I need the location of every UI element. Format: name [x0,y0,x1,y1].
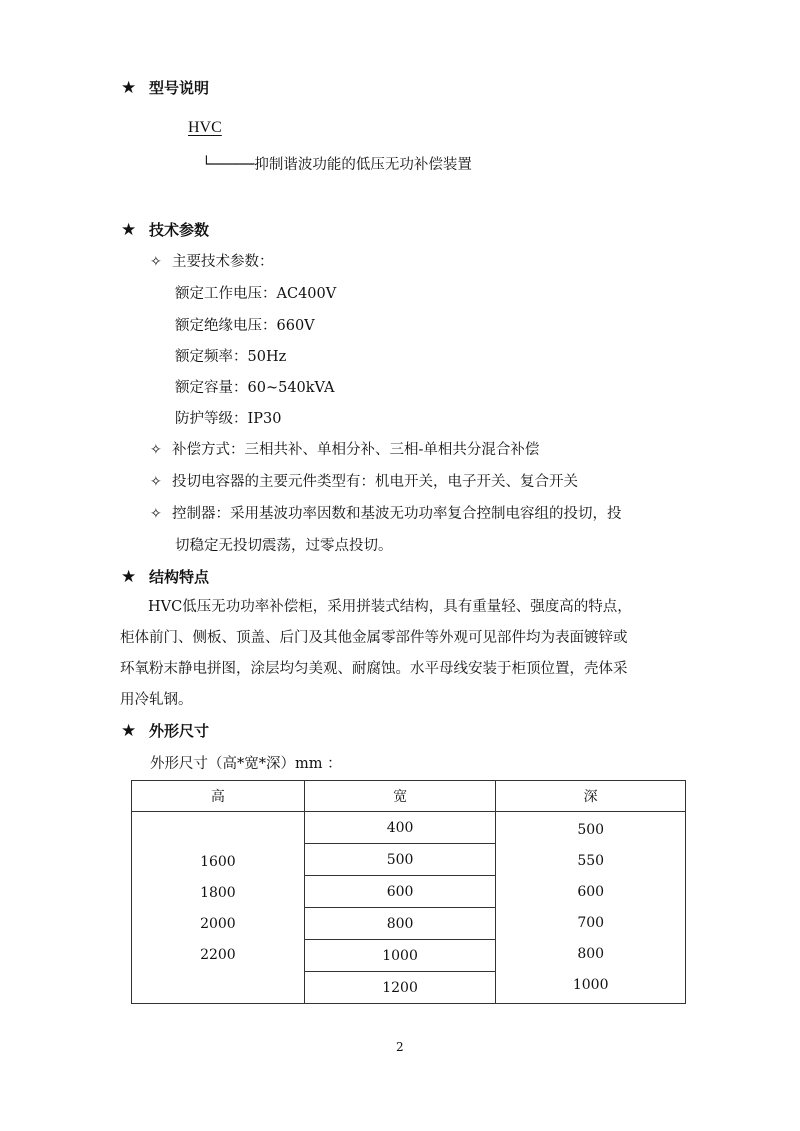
star-icon: ★ [121,567,137,587]
depth-value: 700 [577,914,605,931]
header-depth: 深 [496,781,686,812]
depth-value: 1000 [572,976,609,993]
diamond-bullet-icon: ✧ [150,506,162,522]
paragraph-line: 用冷轧钢。 [120,692,193,708]
star-icon: ★ [121,721,137,741]
bullet-main-params [150,250,274,271]
diamond-bullet-icon: ✧ [150,254,162,270]
paragraph-line: 环氧粉末静电拼图，涂层均匀美观、耐腐蚀。水平母线安装于柜顶位置，壳体采 [120,661,628,677]
star-icon: ★ [121,220,137,240]
depth-value: 600 [577,883,605,900]
paragraph-line: HVC低压无功功率补偿柜，采用拼装式结构，具有重量轻、强度高的特点， [148,599,632,615]
bullet-controller [150,502,622,523]
heights-cell [132,812,305,1004]
depth-value: 800 [577,945,605,962]
section-title: 结构特点 [149,568,210,586]
tree-connector: └───── [202,157,255,173]
bullet-text: 补偿方式：三相共补、单相分补、三相-单相共分混合补偿 [172,442,540,458]
table-header-row [132,781,686,812]
width-value: 1000 [304,940,496,972]
section-heading-model [121,77,209,98]
dimensions-caption: 外形尺寸（高*宽*深）mm ： [150,756,342,772]
height-value: 2000 [200,915,236,932]
bullet-text: 控制器：采用基波功率因数和基波无功功率复合控制电容组的投切，投 [172,506,622,522]
bullet-text: 投切电容器的主要元件类型有：机电开关，电子开关、复合开关 [172,474,578,490]
page-number: 2 [396,1040,404,1054]
bullet-text: 主要技术参数： [172,254,274,270]
dimensions-table [131,780,686,1004]
depth-value: 550 [577,852,605,869]
star-icon: ★ [121,78,137,98]
bullet-switching [150,470,578,491]
width-value: 1200 [304,972,496,1004]
param-line: 防护等级：IP30 [175,411,282,427]
height-value: 1800 [200,884,236,901]
bullet-compensation [150,438,539,459]
diamond-bullet-icon: ✧ [150,442,162,458]
depth-value: 500 [577,821,605,838]
section-title: 技术参数 [149,221,210,239]
model-description [202,153,472,174]
section-title: 型号说明 [149,79,210,97]
height-value: 1600 [200,853,236,870]
model-code: HVC [188,119,222,136]
width-value: 800 [304,908,496,940]
model-description-text: 抑制谐波功能的低压无功补偿装置 [254,157,472,173]
param-line: 额定工作电压：AC400V [175,286,337,302]
width-value: 400 [304,812,496,844]
width-value: 500 [304,844,496,876]
diamond-bullet-icon: ✧ [150,474,162,490]
param-line: 额定频率：50Hz [175,349,287,365]
param-line: 额定绝缘电压：660V [175,318,315,334]
width-value: 600 [304,876,496,908]
controller-continuation: 切稳定无投切震荡，过零点投切。 [175,538,393,554]
section-heading-dimensions [121,720,209,741]
paragraph-line: 柜体前门、侧板、顶盖、后门及其他金属零部件等外观可见部件均为表面镀锌或 [120,630,628,646]
table-row [132,812,686,844]
header-width: 宽 [304,781,496,812]
structure-paragraph [120,592,685,716]
section-heading-tech [121,219,209,240]
param-line: 额定容量：60~540kVA [175,380,335,396]
section-heading-structure [121,566,209,587]
header-height: 高 [132,781,305,812]
height-value: 2200 [200,946,236,963]
depths-cell [496,812,686,1004]
section-title: 外形尺寸 [149,722,210,740]
